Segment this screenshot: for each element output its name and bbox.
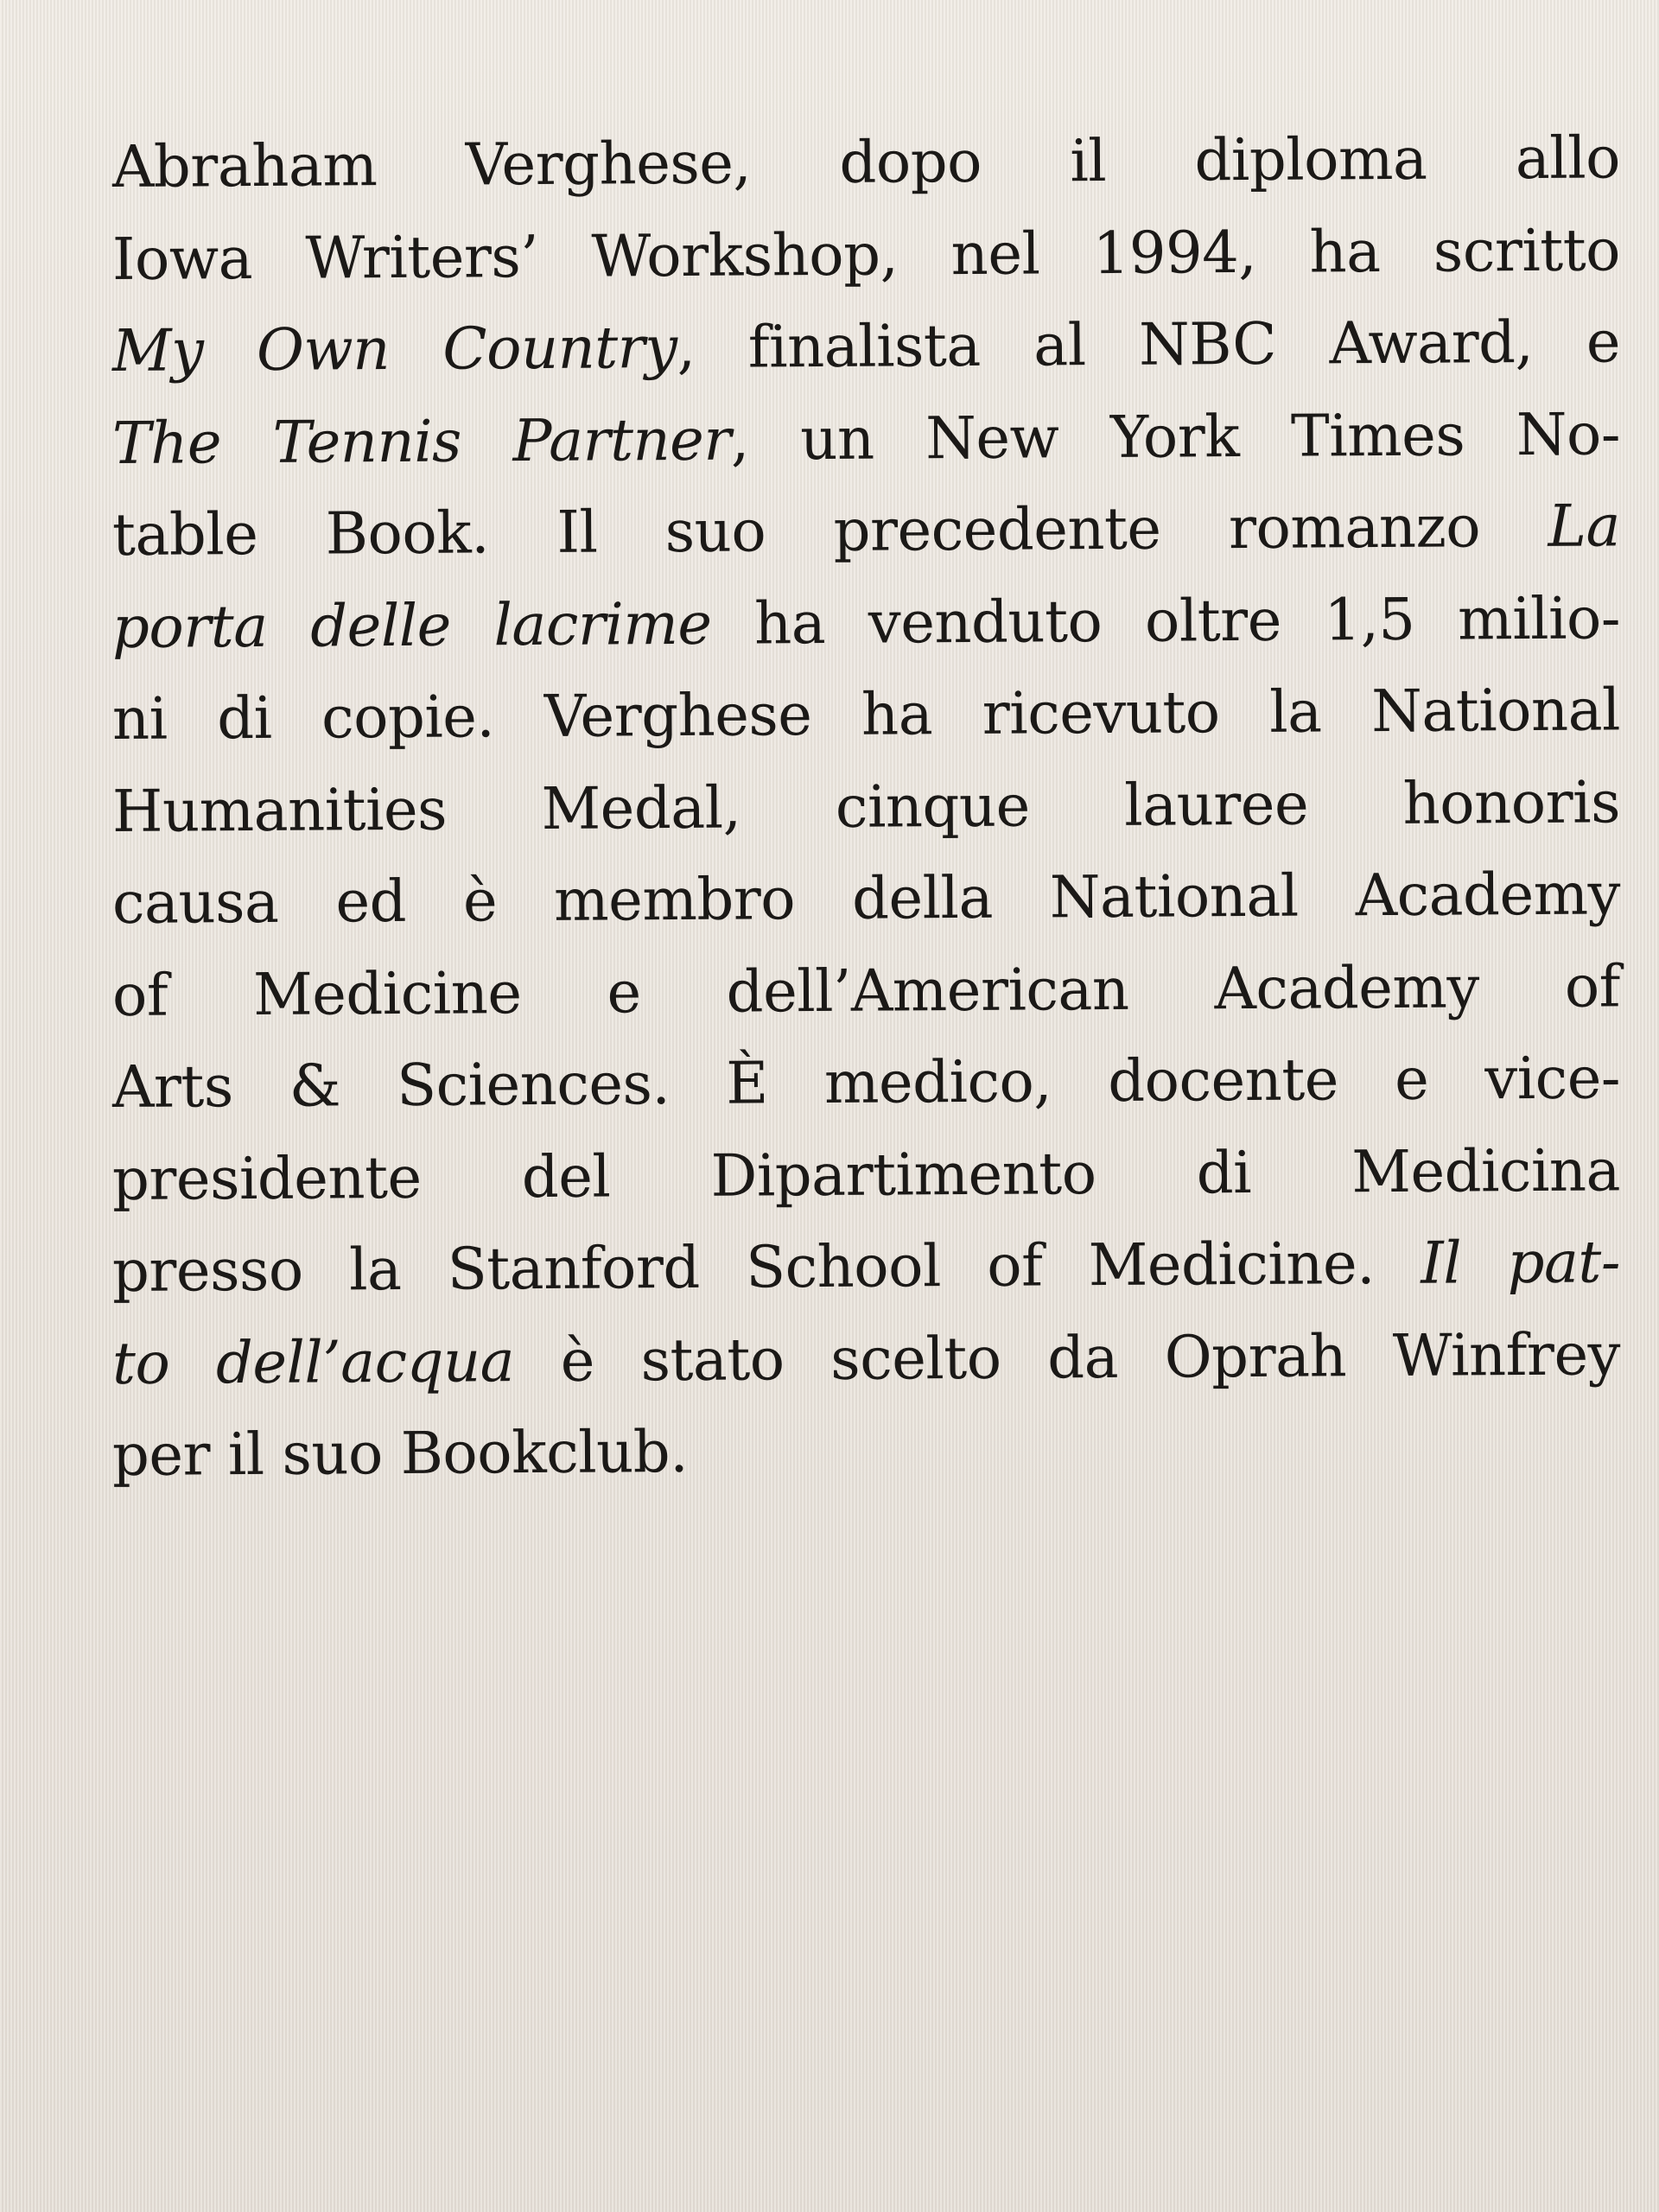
bio-line	[112, 1308, 1621, 1409]
bio-text: è stato scelto da Oprah Winfrey	[513, 1319, 1621, 1395]
bio-line	[112, 204, 1621, 305]
bio-text: Abraham Verghese, dopo il diploma allo	[111, 124, 1621, 200]
bio-line	[112, 1124, 1621, 1225]
author-biography	[112, 121, 1620, 1502]
bio-line	[112, 480, 1621, 581]
book-title: Il pat-	[1421, 1228, 1621, 1297]
bio-text: of Medicine e dell’American Academy of	[111, 951, 1621, 1029]
bio-text: ni di copie. Verghese ha ricevuto la National	[111, 676, 1621, 753]
book-title: La	[1548, 492, 1621, 560]
bio-line	[112, 388, 1621, 489]
book-title: My Own Country	[111, 314, 677, 385]
bio-line	[112, 1400, 1621, 1501]
bio-line	[112, 1216, 1621, 1317]
bio-line	[112, 1032, 1621, 1133]
book-title: to dell’acqua	[111, 1326, 515, 1397]
bio-line	[112, 940, 1621, 1041]
bio-line	[112, 664, 1621, 765]
bio-text: ha venduto oltre 1,5 milio-	[711, 583, 1621, 658]
bio-text: presidente del Dipartimento di Medicina	[111, 1135, 1621, 1213]
bio-text: , finalista al NBC Award, e	[677, 308, 1621, 382]
bio-line	[112, 111, 1621, 213]
bio-text: , un New York Times No-	[730, 399, 1621, 474]
bio-text: Humanities Medal, cinque lauree honoris	[111, 767, 1621, 845]
bio-line	[112, 296, 1621, 397]
bio-text: presso la Stanford School of Medicine.	[111, 1229, 1421, 1305]
bio-text: per il suo Bookclub.	[111, 1417, 689, 1489]
bio-text: causa ed è membro della National Academy	[111, 860, 1621, 937]
bio-text: Iowa Writers’ Workshop, nel 1994, ha scritto	[111, 215, 1621, 293]
bio-line	[112, 572, 1621, 673]
bio-text: Arts & Sciences. È medico, docente e vice-	[111, 1044, 1621, 1121]
book-title: porta delle lacrime	[111, 589, 712, 661]
book-title: The Tennis Partner	[111, 405, 732, 477]
bio-line	[112, 848, 1621, 949]
bio-text: table Book. Il suo precedente romanzo	[111, 492, 1548, 569]
bio-line	[112, 756, 1621, 857]
